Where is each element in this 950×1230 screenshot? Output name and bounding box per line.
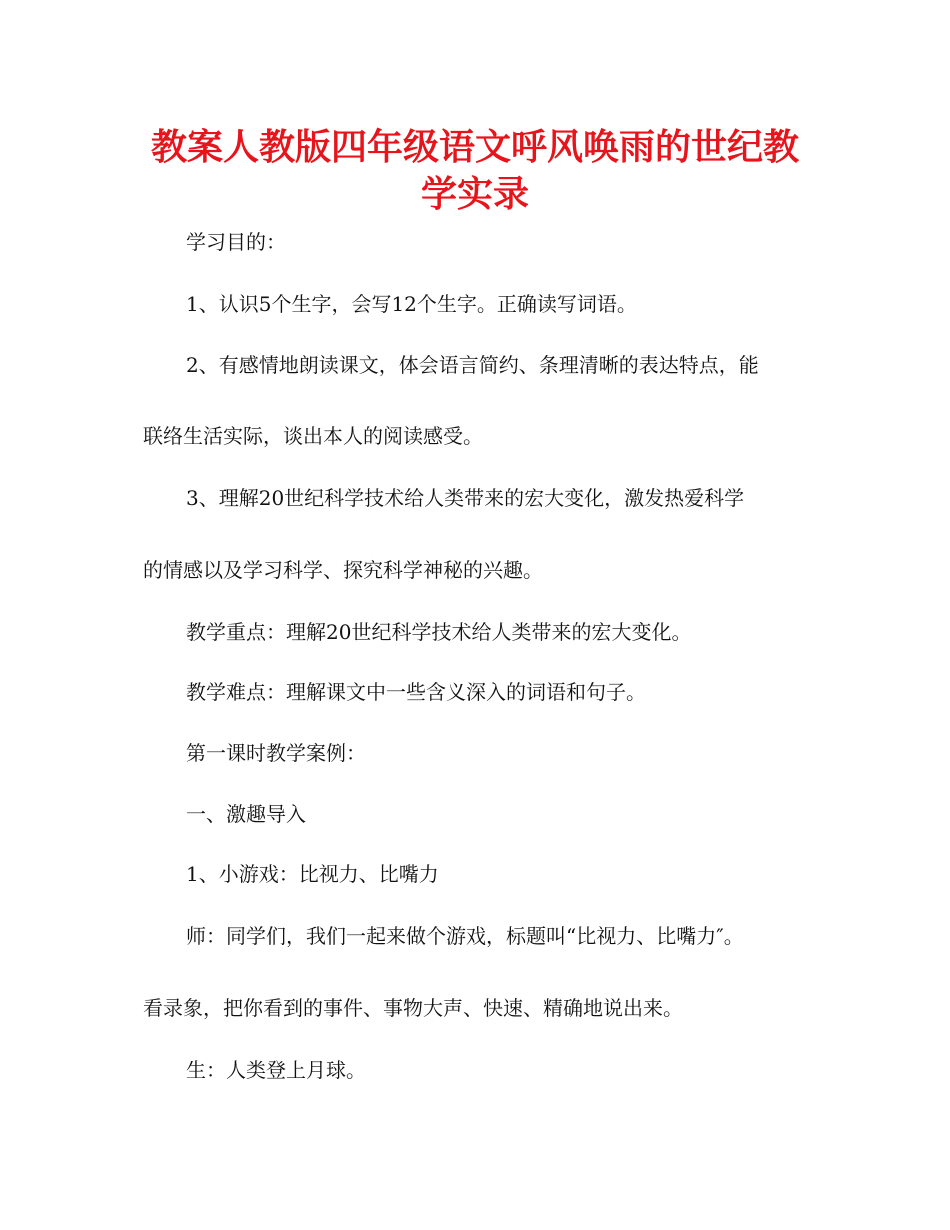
paragraph-teaching-focus: 教学重点：理解20世纪科学技术给人类带来的宏大变化。 [186, 620, 692, 644]
paragraph-goal-3-line-2: 的情感以及学习科学、探究科学神秘的兴趣。 [143, 558, 543, 582]
paragraph-teaching-difficulty: 教学难点：理解课文中一些含义深入的词语和句子。 [186, 680, 646, 704]
paragraph-goal-1: 1、认识5个生字，会写12个生字。正确读写词语。 [186, 292, 637, 316]
paragraph-learning-goals-heading: 学习目的： [186, 230, 286, 254]
paragraph-teacher-line-2: 看录象，把你看到的事件、事物大声、快速、精确地说出来。 [143, 996, 683, 1020]
paragraph-goal-2-line-2: 联络生活实际，谈出本人的阅读感受。 [143, 424, 483, 448]
document-title-line-1: 教案人教版四年级语文呼风唤雨的世纪教 [150, 127, 799, 168]
paragraph-mini-game: 1、小游戏：比视力、比嘴力 [186, 862, 439, 886]
paragraph-goal-2-line-1: 2、有感情地朗读课文，体会语言简约、条理清晰的表达特点，能 [186, 353, 759, 377]
document-title-line-2: 学实录 [420, 174, 529, 215]
paragraph-section-1-heading: 一、激趣导入 [186, 802, 306, 826]
paragraph-first-lesson-heading: 第一课时教学案例： [186, 741, 366, 765]
paragraph-teacher-line-1: 师：同学们，我们一起来做个游戏，标题叫“比视力、比嘴力″。 [186, 924, 744, 948]
paragraph-student-answer: 生：人类登上月球。 [186, 1058, 366, 1082]
paragraph-goal-3-line-1: 3、理解20世纪科学技术给人类带来的宏大变化，激发热爱科学 [186, 486, 745, 510]
